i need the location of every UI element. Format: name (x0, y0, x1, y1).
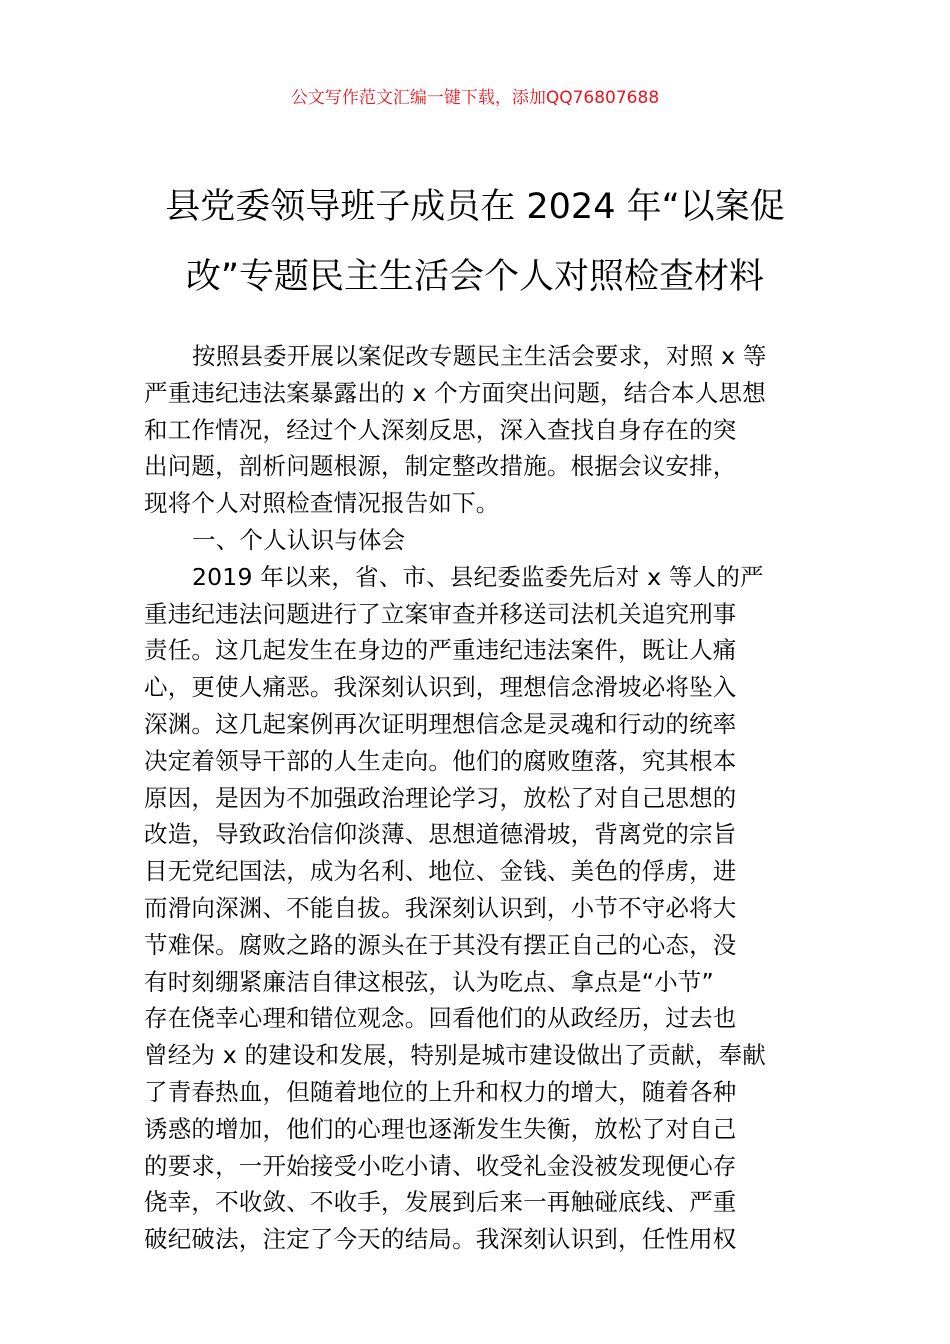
paragraph-line: 曾经为 x 的建设和发展，特别是城市建设做出了贡献，奉献 (144, 1041, 766, 1070)
paragraph-line: 和工作情况，经过个人深刻反思，深入查找自身存在的突 (144, 415, 737, 444)
section-heading: 一、个人认识与体会 (192, 525, 406, 554)
paragraph-line: 目无党纪国法，成为名利、地位、金钱、美色的俘虏，进 (144, 857, 737, 886)
paragraph-line: 心，更使人痛恶。我深刻认识到，理想信念滑坡必将坠入 (144, 673, 737, 702)
download-banner: 公文写作范文汇编一键下载，添加QQ76807688 (290, 88, 660, 108)
paragraph-line: 有时刻绷紧廉洁自律这根弦，认为吃点、拿点是“小节” (144, 967, 714, 996)
paragraph-line: 存在侥幸心理和错位观念。回看他们的从政经历，过去也 (144, 1004, 737, 1033)
paragraph-line: 责任。这几起发生在身边的严重违纪违法案件，既让人痛 (144, 636, 737, 665)
document-title (80, 172, 870, 312)
paragraph-line: 节难保。腐败之路的源头在于其没有摆正自己的心态，没 (144, 930, 737, 959)
paragraph-line: 了青春热血，但随着地位的上升和权力的增大，随着各种 (144, 1077, 737, 1106)
paragraph-line: 原因，是因为不加强政治理论学习，放松了对自己思想的 (144, 783, 737, 812)
paragraph-line: 出问题，剖析问题根源，制定整改措施。根据会议安排， (144, 452, 737, 481)
paragraph-line: 深渊。这几起案例再次证明理想信念是灵魂和行动的统率 (144, 709, 737, 738)
paragraph-line: 诱惑的增加，他们的心理也逐渐发生失衡，放松了对自己 (144, 1114, 737, 1143)
document-body (144, 338, 808, 1258)
paragraph-line: 按照县委开展以案促改专题民主生活会要求，对照 x 等 (192, 342, 767, 370)
paragraph-line: 改造，导致政治信仰淡薄、思想道德滑坡，背离党的宗旨 (144, 820, 737, 849)
paragraph-line: 破纪破法，注定了今天的结局。我深刻认识到，任性用权 (144, 1225, 737, 1254)
paragraph-line: 决定着领导干部的人生走向。他们的腐败堕落，究其根本 (144, 746, 737, 775)
paragraph-line: 重违纪违法问题进行了立案审查并移送司法机关追究刑事 (144, 599, 737, 628)
title-line: 改”专题民主生活会个人对照检查材料 (185, 257, 765, 297)
title-line: 县党委领导班子成员在 2024 年“以案促 (165, 187, 785, 227)
paragraph-line: 的要求，一开始接受小吃小请、收受礼金没被发现便心存 (144, 1151, 737, 1180)
paragraph-line: 2019 年以来，省、市、县纪委监委先后对 x 等人的严 (192, 562, 764, 591)
paragraph-line: 现将个人对照检查情况报告如下。 (144, 489, 500, 518)
paragraph-line: 侥幸，不收敛、不收手，发展到后来一再触碰底线、严重 (144, 1188, 737, 1217)
paragraph-line: 严重违纪违法案暴露出的 x 个方面突出问题，结合本人思想 (144, 378, 766, 407)
paragraph-line: 而滑向深渊、不能自拔。我深刻认识到，小节不守必将大 (144, 893, 737, 922)
